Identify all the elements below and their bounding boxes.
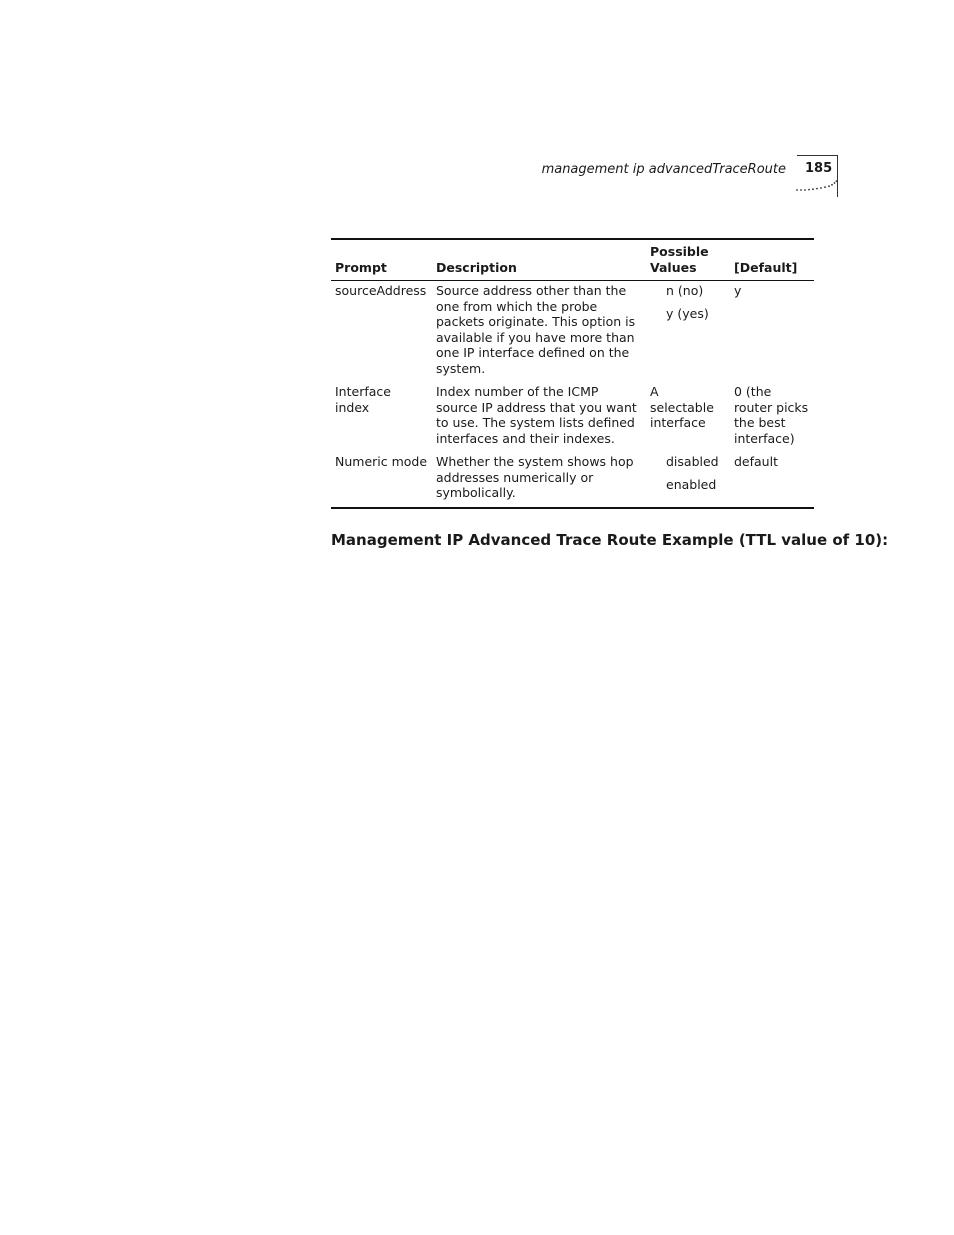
value-item: n (no) xyxy=(666,283,704,298)
value-item: y (yes) xyxy=(666,305,709,321)
cell-prompt: Interface index xyxy=(335,384,391,415)
corner-rule-horizontal xyxy=(797,155,838,156)
cell-default: y xyxy=(734,283,742,298)
value-item: enabled xyxy=(666,476,717,492)
column-header-description: Description xyxy=(432,239,646,281)
parameter-table xyxy=(331,238,814,509)
table-row xyxy=(331,281,814,384)
cell-description: Whether the system shows hop addresses numerically or symbolically. xyxy=(432,453,646,508)
value-item: disabled xyxy=(666,454,719,469)
cell-description: Source address other than the one from which the probe packets originate. This option is available if you have more than one IP interface defined on the system. xyxy=(436,283,636,376)
cell-values xyxy=(646,383,730,453)
table-row xyxy=(331,383,814,453)
cell-prompt: sourceAddress xyxy=(335,283,427,298)
table-header-row xyxy=(331,239,814,281)
cell-default: 0 (the router picks the best interface) xyxy=(734,384,809,446)
cell-prompt: Numeric mode xyxy=(331,453,432,508)
cell-default: default xyxy=(730,453,814,508)
column-header-possible-values: Possible Values xyxy=(646,239,730,281)
section-heading: Management IP Advanced Trace Route Example (TTL value of 10): xyxy=(331,531,889,549)
cell-description: Index number of the ICMP source IP address that you want to use. The system lists defined interfaces and their indexes. xyxy=(436,384,637,446)
corner-dots-decoration xyxy=(795,180,839,192)
column-header-prompt: Prompt xyxy=(331,239,432,281)
cell-values xyxy=(646,281,730,384)
table-row xyxy=(331,453,814,508)
cell-values xyxy=(646,453,730,508)
value-item: A selectable interface xyxy=(650,384,714,430)
page-number: 185 xyxy=(805,161,833,176)
column-header-default: [Default] xyxy=(730,239,814,281)
running-header-title: management ip advancedTraceRoute xyxy=(541,162,786,177)
